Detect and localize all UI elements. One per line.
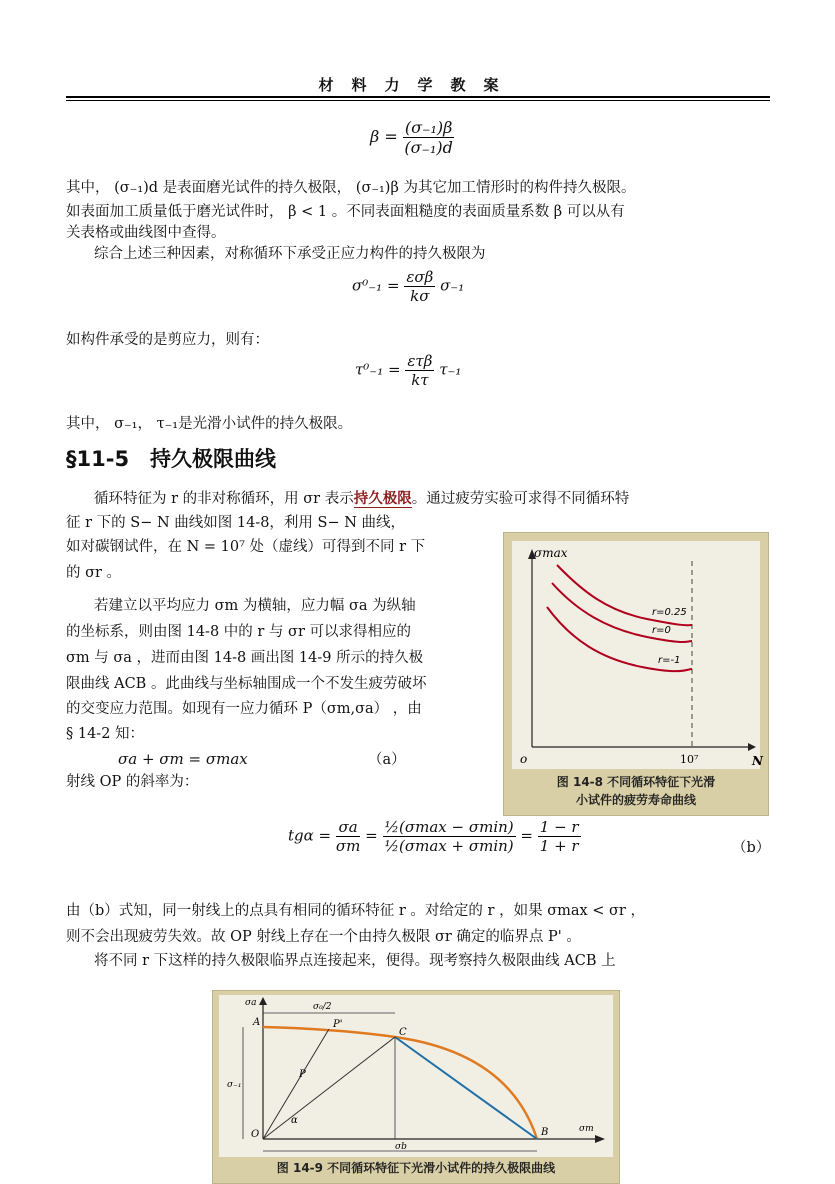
sigma0-numerator: εσβ: [406, 268, 434, 286]
x-tick-1e7: 10⁷: [680, 753, 699, 766]
figure-14-8: [503, 532, 769, 816]
label-half: σ₀/2: [313, 1002, 332, 1012]
text-line-4: 综合上述三种因素，对称循环下承受正应力构件的持久极限为: [94, 246, 486, 262]
para-line-10: § 14-2 知：: [66, 726, 145, 742]
header-rule-thin: [66, 100, 770, 101]
para-line-5: 若建立以平均应力 σm 为横轴，应力幅 σa 为纵轴: [94, 598, 416, 614]
equation-b-label: （b）: [732, 840, 771, 856]
label-P-prime: P': [333, 1019, 343, 1030]
figure-14-9-caption: 图 14-9 不同循环特征下光滑小试件的持久极限曲线: [276, 1161, 556, 1175]
tg-f3-num: 1 − r: [539, 818, 579, 836]
line-CB-blue: [395, 1037, 537, 1139]
sigma0-lhs: σ⁰₋₁ =: [352, 276, 400, 295]
label-O: O: [251, 1129, 260, 1140]
line-O-C: [263, 1037, 395, 1139]
tg-formula: tgα = $\frac{\sigma a}{\sigma m}$ = $\frac{\text{½(σmax − σmin)}}{\text{½(σmax + σmin)}}$ = $\frac{1 - r}{1 + r}$: [288, 818, 579, 855]
para-line-9: 的交变应力范围。如现有一应力循环 P（σm,σa） ，由: [66, 701, 422, 717]
tg-fraction-2: [383, 818, 516, 855]
x-axis-arrow-icon: [748, 743, 756, 751]
tau0-fraction: [405, 352, 434, 389]
tg-f2-den: ½(σmax + σmin): [384, 837, 514, 855]
beta-formula: [370, 118, 454, 157]
para-line-1: [94, 488, 629, 510]
equation-a: σa + σm = σmax: [118, 750, 248, 768]
tg-lhs: tgα =: [288, 826, 332, 845]
label-alpha: α: [291, 1115, 298, 1126]
para-line-7: σm 与 σa ，进而由图 14-8 画出图 14-9 所示的持久极: [66, 650, 424, 666]
label-sm: σm: [579, 1124, 594, 1134]
text-line-5: 如构件承受的是剪应力，则有：: [66, 332, 269, 348]
para-line-6: 的坐标系，则由图 14-8 中的 r 与 σr 可以求得相应的: [66, 624, 411, 640]
durability-limit-svg: [219, 995, 613, 1157]
origin-label: o: [520, 752, 528, 766]
text-line-2: 如表面加工质量低于磨光试件时， β < 1 。不同表面粗糙度的表面质量系数 β 可以从有: [66, 204, 625, 220]
para-line-2: 征 r 下的 S− N 曲线如图 14-8，利用 S− N 曲线，: [66, 515, 406, 531]
para-line-1b: 。通过疲劳实验可求得不同循环特: [411, 491, 630, 507]
beta-fraction: [403, 118, 455, 157]
x-axis-label: N: [752, 754, 763, 768]
label-sb: σb: [395, 1142, 407, 1152]
highlight-link-durability-limit[interactable]: 持久极限: [353, 490, 412, 507]
figure-14-9: [212, 990, 620, 1184]
sigma0-fraction: [404, 268, 435, 305]
beta-numerator: (σ₋₁)β: [404, 118, 453, 137]
label-s1: σ₋₁: [227, 1080, 242, 1090]
tg-f3-den: 1 + r: [539, 837, 579, 855]
beta-lhs: β =: [370, 127, 398, 146]
para-line-14: 将不同 r 下这样的持久极限临界点连接起来，便得。现考察持久极限曲线 ACB 上: [94, 953, 616, 969]
sigma0-denominator: kσ: [410, 287, 430, 305]
text-line-6: 其中， σ₋₁， τ₋₁是光滑小试件的持久极限。: [66, 416, 353, 432]
label-C: C: [399, 1027, 407, 1038]
label-P: P: [299, 1069, 306, 1080]
tau0-tail: τ₋₁: [439, 360, 462, 379]
para-line-12: 由（b）式知，同一射线上的点具有相同的循环特征 r 。对给定的 r ，如果 σmax < σr ，: [66, 903, 645, 919]
tau0-lhs: τ⁰₋₁ =: [355, 360, 401, 379]
figure-14-8-plot: [512, 541, 763, 769]
curve-label-r-0.25: r=0.25: [652, 607, 687, 618]
tau0-denominator: kτ: [411, 371, 429, 389]
curve-label-r-0: r=0: [652, 625, 671, 636]
text-line-3: 关表格或曲线图中查得。: [66, 225, 226, 241]
para-line-4: 的 σr 。: [66, 565, 122, 581]
tg-f1-den: σm: [335, 837, 361, 855]
y-axis-label: σmax: [534, 546, 568, 560]
sigma0-formula: [352, 268, 464, 305]
tau0-formula: [355, 352, 461, 389]
sm-axis-arrow-icon: [595, 1135, 605, 1143]
tg-f1-num: σa: [336, 818, 360, 837]
label-sa: σa: [245, 998, 257, 1008]
sn-curves-svg: [512, 541, 763, 769]
figure-14-8-caption-1: 图 14-8 不同循环特征下光滑: [556, 775, 716, 789]
section-heading: §11-5 持久极限曲线: [66, 447, 277, 471]
sigma0-tail: σ₋₁: [440, 276, 465, 295]
para-line-11: 射线 OP 的斜率为：: [66, 774, 199, 790]
figure-14-9-plot: [219, 995, 613, 1157]
tg-fraction-3: [538, 818, 581, 855]
beta-denominator: (σ₋₁)d: [404, 138, 453, 157]
para-line-3: 如对碳钢试件，在 N = 10⁷ 处（虚线）可得到不同 r 下: [66, 539, 426, 555]
header-rule: [66, 96, 770, 98]
curve-AC: [263, 1027, 395, 1037]
sa-axis-arrow-icon: [259, 997, 267, 1005]
para-line-8: 限曲线 ACB 。此曲线与坐标轴围成一个不发生疲劳破坏: [66, 676, 427, 692]
text-line-1: 其中， (σ₋₁)d 是表面磨光试件的持久极限， (σ₋₁)β 为其它加工情形时的构件持久极限。: [66, 180, 636, 196]
figure-14-8-caption-2: 小试件的疲劳寿命曲线: [575, 793, 696, 807]
label-A: A: [253, 1017, 261, 1028]
tg-f2-num: ½(σmax − σmin): [384, 818, 514, 836]
tau0-numerator: ετβ: [407, 352, 433, 370]
para-line-13: 则不会出现疲劳失效。故 OP 射线上存在一个由持久极限 σr 确定的临界点 P' 。: [66, 929, 581, 945]
equation-a-label: （a）: [368, 752, 406, 768]
label-B: B: [541, 1127, 549, 1138]
para-line-1a: 循环特征为 r 的非对称循环，用 σr 表示: [94, 491, 354, 507]
tg-fraction-1: [336, 818, 360, 855]
curve-label-r-minus-1: r=-1: [658, 655, 681, 666]
page-header-title: 材料力学教案: [318, 76, 517, 94]
